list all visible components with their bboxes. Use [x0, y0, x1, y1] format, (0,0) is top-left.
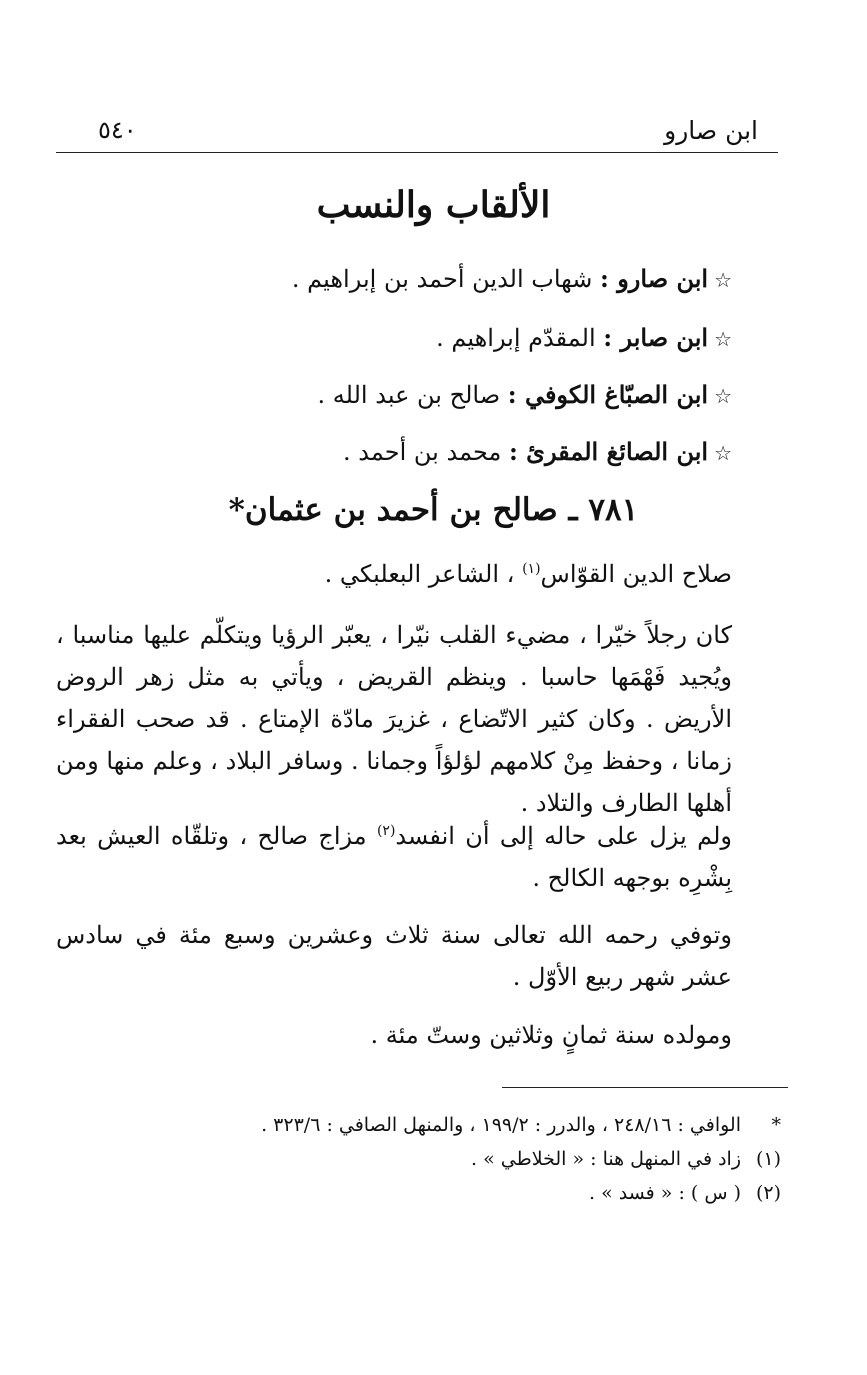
intro-text: صلاح الدين القوّاس [540, 560, 732, 588]
alias-line [436, 323, 732, 352]
alias-name: ابن صارو : [600, 264, 709, 293]
running-title: ابن صارو [664, 116, 758, 145]
alias-value: صالح بن عبد الله . [317, 381, 501, 409]
footnote-text: زاد في المنهل هنا : « الخلاطي » . [471, 1148, 741, 1170]
alias-name: ابن الصائغ المقرئ : [508, 437, 709, 466]
paragraph-illness [56, 810, 732, 899]
footnote [261, 1114, 781, 1136]
star-icon: ☆ [714, 327, 732, 351]
footnote-ref: (٢) [376, 823, 396, 839]
paragraph-birth: ومولده سنة ثمانٍ وثلاثين وستّ مئة . [370, 1021, 732, 1049]
section-title: الألقاب والنسب [316, 184, 551, 226]
alias-name: ابن الصبّاغ الكوفي : [507, 380, 709, 409]
footnote-mark: * [771, 1114, 781, 1136]
running-header [56, 112, 778, 153]
star-icon: ☆ [714, 441, 732, 465]
footnote-text: ( س ) : « فسد » . [589, 1182, 741, 1204]
paragraph-text: ولم يزل على حاله إلى أن انفسد [395, 822, 732, 850]
footnote-mark: (١) [755, 1148, 781, 1170]
alias-value: محمد بن أحمد . [343, 438, 502, 466]
page-number: ٥٤٠ [98, 116, 137, 144]
footnote-mark: (٢) [755, 1182, 781, 1204]
paragraph-text: مزاج صالح ، وتلقّاه العيش بعد بِشْرِه بوجهه الكالح . [56, 822, 732, 892]
paragraph-biography: كان رجلاً خيّرا ، مضيء القلب نيّرا ، يعبّر الرؤيا ويتكلّم عليها مناسبا ، ويُجيد فَهْمَها حاسبا . وينظم القريض ، ويأتي به مثل زهر الروض الأريض . وكان كثير الاتّضاع ، غزيرَ مادّة الإمتاع . قد صحب الفقراء زمانا ، وحفظ مِنْ كلامهم لؤلؤاً وجمانا . وسافر البلاد ، وعلم منها ومن أهلها الطارف والتلاد . [56, 621, 732, 817]
paragraph-death: وتوفي رحمه الله تعالى سنة ثلاث وعشرين وسبع مئة في سادس عشر شهر ربيع الأوّل . [56, 921, 732, 991]
footnote [589, 1182, 781, 1204]
alias-line [292, 264, 732, 293]
footnote-ref: (١) [522, 561, 541, 577]
alias-value: المقدّم إبراهيم . [436, 324, 596, 352]
star-icon: ☆ [714, 384, 732, 408]
star-icon: ☆ [714, 268, 732, 292]
footnote [471, 1148, 781, 1170]
entry-intro [325, 560, 732, 588]
footnote-rule [502, 1087, 788, 1088]
alias-line [318, 380, 732, 409]
alias-value: شهاب الدين أحمد بن إبراهيم . [291, 265, 593, 293]
intro-text: ، الشاعر البعلبكي . [324, 560, 515, 588]
entry-heading: ٧٨١ ـ صالح بن أحمد بن عثمان* [228, 492, 639, 528]
alias-line [343, 437, 732, 466]
alias-name: ابن صابر : [603, 323, 709, 352]
footnote-text: الوافي : ٢٤٨/١٦ ، والدرر : ١٩٩/٢ ، والمنهل الصافي : ٣٢٣/٦ . [261, 1114, 741, 1136]
